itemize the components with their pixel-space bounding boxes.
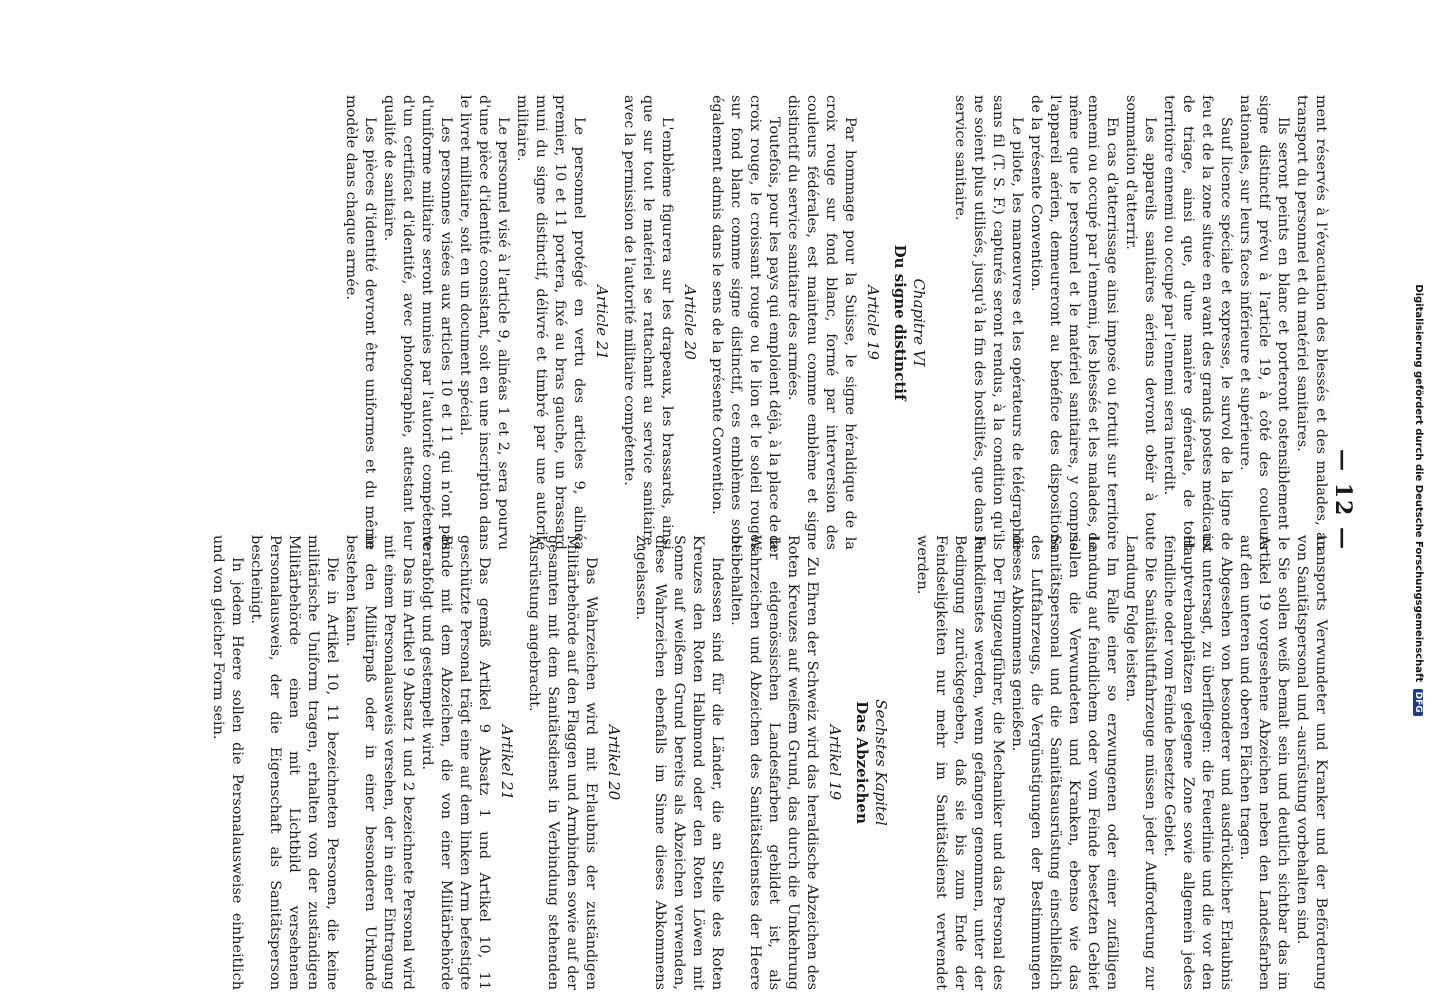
paragraph: Das Wahrzeichen wird mit Erlaubnis der zuständigen Militärbehörde auf den Flaggen und Armbinden sowie auf der gesamten mit dem Sanitätsdienst in Verbindung stehenden Ausrüstung angebracht.	[526, 535, 599, 990]
paragraph: Les appareils sanitaires aériens devront obéir à toute sommation d'atterrir.	[1123, 95, 1158, 550]
article-heading: Article 19	[864, 285, 882, 360]
article-heading: Artikel 19	[826, 724, 844, 801]
paragraph: Par hommage pour la Suisse, le signe héraldique de la croix rouge sur fond blanc, formé par interversion des couleurs fédérales, est maintenu comme emblème et signe distinctif du service sanitaire des armées.	[785, 95, 858, 550]
article-heading: Article 21	[593, 285, 611, 360]
article-heading: Article 20	[681, 285, 699, 360]
paragraph: Abgesehen von besonderer und ausdrücklicher Erlaubnis ist untersagt, zu überfliegen: die Feuerlinie und die vor den Hauptverbandplätzen gelegene Zone sowie allgemein jedes feindliche oder vom Feinde besetzte Gebiet.	[1161, 535, 1234, 990]
chapter-heading: Chapitre VI	[910, 278, 928, 367]
paragraph: Ils seront peints en blanc et porteront ostensiblement le signe distinctif prévu à l'article 19, à côté des couleurs nationales, sur leurs faces inférieure et supérieure.	[1237, 95, 1291, 550]
paragraph: En cas d'atterrissage ainsi imposé ou fortuit sur territoire ennemi ou occupé par l'ennemi, les blessés et les malades, de même que le personnel et le matériel sanitaires, y compris l'appareil aérien, demeureront au bénéfice des dispositions de la présente Convention.	[1028, 95, 1120, 550]
paragraph: Le personnel visé à l'article 9, alinéas 1 et 2, sera pourvu d'une pièce d'identité consistant, soit en une inscription dans le livret militaire, soit en un document spécial.	[457, 95, 511, 550]
paragraph: Der Flugzeugführer, die Mechaniker und das Personal des Funkdienstes werden, wenn gefangen genommen, unter der Bedingung zurückgegeben, daß sie bis zum Ende der Feindseligkeiten nur mehr im Sanitätsdienst verwendet werden.	[914, 535, 1006, 990]
credit-text: Digitalisierung gefördert durch die Deutsche Forschungsgemeinschaft	[1413, 284, 1424, 683]
paragraph: Zu Ehren der Schweiz wird das heraldische Abzeichen des Roten Kreuzes auf weißem Grund, das durch die Umkehrung der eidgenössischen Landesfarben gebildet ist, als Wahrzeichen und Abzeichen des Sanitätsdienstes der Heere beibehalten.	[728, 535, 820, 990]
page-number: — 12 —	[1330, 449, 1356, 551]
paragraph: Sie sollen weiß bemalt sein und deutlich sichtbar das im Artikel 19 vorgesehene Abzeichen neben den Landesfarben auf den unteren und oberen Flächen tragen.	[1237, 535, 1291, 990]
paragraph: Im Falle einer so erzwungenen oder einer zufälligen Landung auf feindlichem oder vom Feinde besetzten Gebiet sollen die Verwundeten und Kranken, ebenso wie das Sanitätspersonal und die Sanitätsausrüstung einschließlich des Luftfahrzeugs, die Vergünstigungen der Bestimmungen dieses Abkommens genießen.	[1009, 535, 1120, 990]
article-heading: Artikel 20	[605, 724, 623, 801]
paragraph: Die Sanitätsluftfahrzeuge müssen jeder Aufforderung zur Landung Folge leisten.	[1123, 535, 1158, 990]
french-column	[341, 95, 1330, 550]
paragraph: ment réservés à l'évacuation des blessés et des malades, au transport du personnel et du matériel sanitaires.	[1294, 95, 1329, 550]
paragraph: Le personnel protégé en vertu des articles 9, alinéa premier, 10 et 11 portera, fixé au bras gauche, un brassard muni du signe distinctif, délivré et timbré par une autorité militaire.	[514, 95, 587, 550]
chapter-title: Das Abzeichen	[853, 701, 871, 824]
paragraph: Sauf licence spéciale et expresse, le survol de la ligne de feu et de la zone située en avant des grands postes médicaux de triage, ainsi que, d'une manière générale, de tout territoire ennemi ou occupé par l'ennemi sera interdit.	[1161, 95, 1234, 550]
paragraph: transports Verwundeter und Kranker und der Beförderung von Sanitätspersonal und -ausrüstung vorbehalten sind.	[1294, 535, 1329, 990]
paragraph: Das gemäß Artikel 9 Absatz 1 und Artikel 10, 11 geschützte Personal trägt eine auf dem linken Arm befestigte Binde mit dem Abzeichen, die von einer Militärbehörde verabfolgt und gestempelt wird.	[419, 535, 492, 990]
article-heading: Artikel 21	[498, 724, 516, 801]
chapter-title: Du signe distinctif	[891, 244, 909, 401]
paragraph: Le pilote, les manœuvres et les opérateurs de télégraphie sans fil (T. S. F.) capturés seront rendus, à la condition qu'ils ne soient plus utilisés, jusqu'à la fin des hostilités, que dans le service sanitaire.	[952, 95, 1025, 550]
paragraph: Les pièces d'identité devront être uniformes et du même modèle dans chaque armée.	[343, 95, 378, 550]
paragraph: Les personnes visées aux articles 10 et 11 qui n'ont pas d'uniforme militaire seront munies par l'autorité compétente d'un certificat d'identité, avec photographie, attestant leur qualité de sanitaire.	[381, 95, 454, 550]
chapter-heading: Sechstes Kapitel	[872, 699, 890, 826]
german-column	[208, 535, 1330, 990]
paragraph: Toutefois, pour les pays qui emploient déjà, à la place de la croix rouge, le croissant rouge ou le lion et le soleil rouges sur fond blanc comme signe distinctif, ces emblèmes sont également admis dans le sens de la présente Convention.	[709, 95, 782, 550]
paragraph: Indessen sind für die Länder, die an Stelle des Roten Kreuzes den Roten Halbmond oder den Roten Löwen mit Sonne auf weißem Grund bereits als Abzeichen verwenden, diese Wahrzeichen ebenfalls im Sinne dieses Abkommens zugelassen.	[633, 535, 725, 990]
paragraph: In jedem Heere sollen die Personalausweise einheitlich und von gleicher Form sein.	[210, 535, 245, 990]
paragraph: Die in Artikel 10, 11 bezeichneten Personen, die keine militärische Uniform tragen, erhalten von der zuständigen Militärbehörde einen mit Lichtbild versehenen Personalausweis, der die Eigenschaft als Sanitätsperson bescheinigt.	[248, 535, 340, 990]
digitization-credit	[1413, 0, 1424, 1000]
paragraph: L'emblème figurera sur les drapeaux, les brassards, ainsi que sur tout le matériel se rattachant au service sanitaire, avec la permission de l'autorité militaire compétente.	[621, 95, 675, 550]
paragraph: Das im Artikel 9 Absatz 1 und 2 bezeichnete Personal wird mit einem Personalausweis versehen, der in einer Eintragung in den Militärpaß oder in einer besonderen Urkunde bestehen kann.	[343, 535, 416, 990]
dfg-logo-icon: DFG	[1413, 689, 1423, 716]
